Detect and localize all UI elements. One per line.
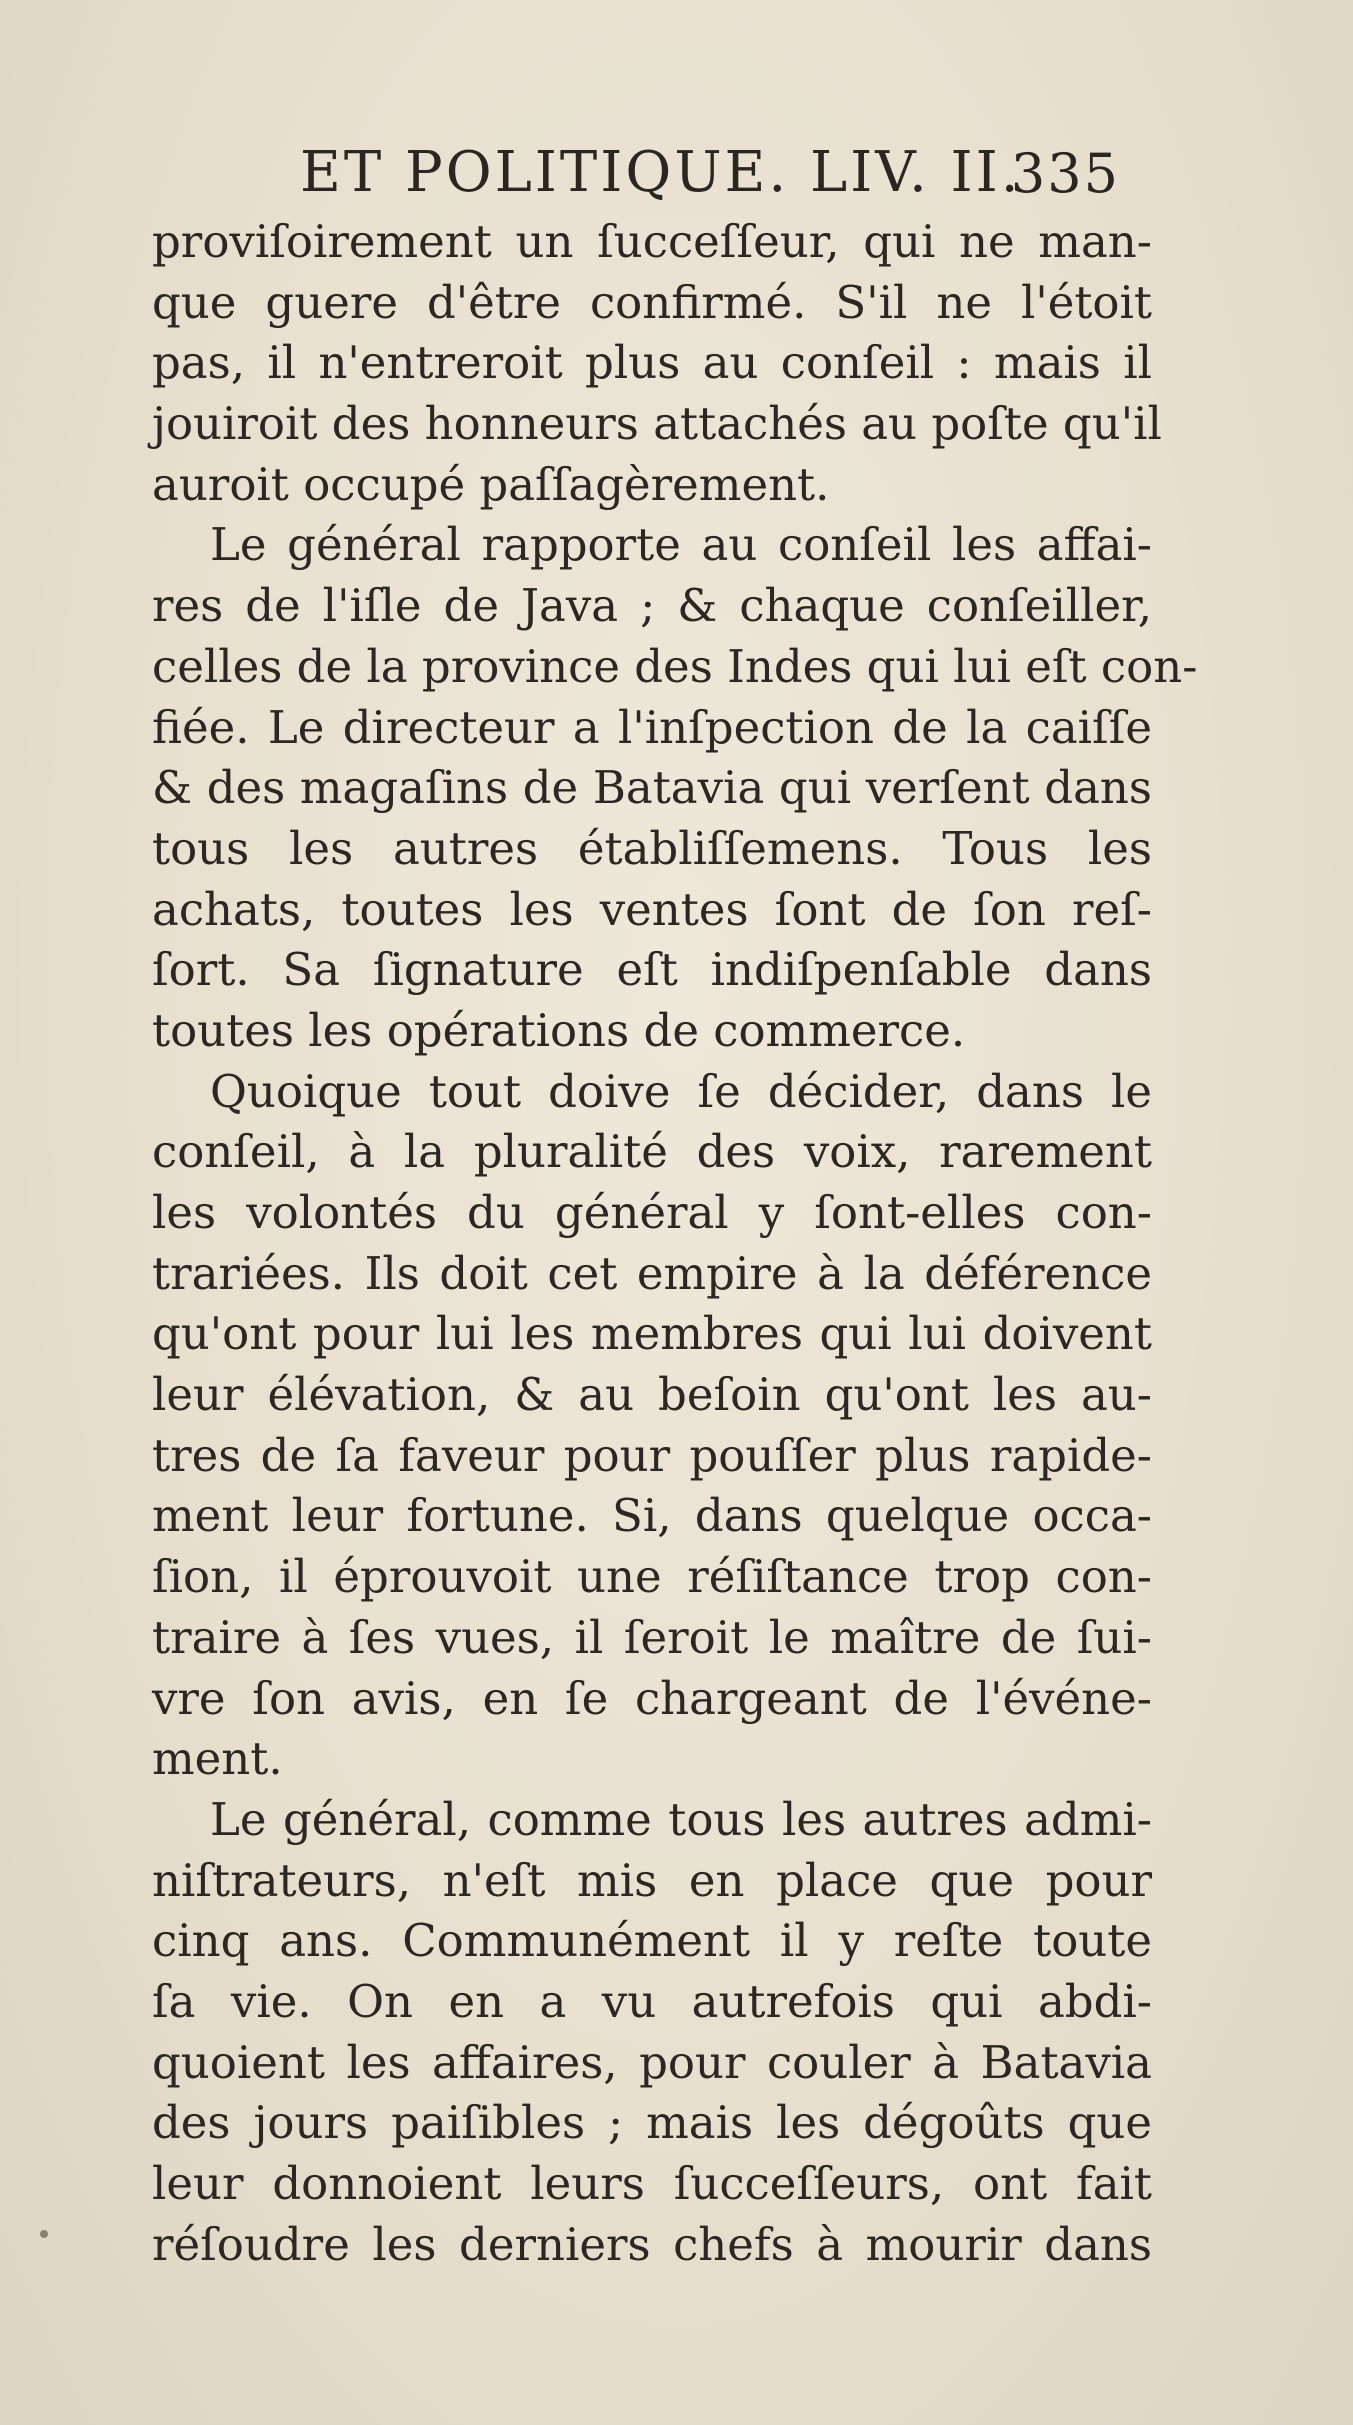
text-line: ſort. Sa ſignature eſt indiſpenſable dans (152, 943, 1152, 997)
text-line: ment leur fortune. Si, dans quelque occa- (152, 1489, 1152, 1543)
text-line: celles de la province des Indes qui lui eſt con- (152, 639, 1198, 693)
text-line: réſoudre les derniers chefs à mourir dans (152, 2217, 1152, 2271)
text-line: & des magaſins de Batavia qui verſent dans (152, 761, 1152, 815)
text-line: toutes les opérations de commerce. (152, 1003, 966, 1057)
text-line: tous les autres établiſſemens. Tous les (152, 821, 1152, 875)
text-line: ment. (152, 1732, 283, 1786)
text-line: quoient les affaires, pour couler à Batavia (152, 2035, 1152, 2089)
text-line: des jours paiſibles ; mais les dégoûts que (152, 2096, 1152, 2150)
text-line: pas, il n'entreroit plus au conſeil : mais il (152, 336, 1152, 390)
text-line: ſa vie. On en a vu autrefois qui abdi- (152, 1974, 1152, 2028)
text-line: ſion, il éprouvoit une réſiſtance trop con- (152, 1550, 1152, 1604)
text-line: auroit occupé paſſagèrement. (152, 457, 830, 511)
text-line: fiée. Le directeur a l'inſpection de la caiſſe (152, 700, 1152, 754)
text-line: proviſoirement un ſucceſſeur, qui ne man- (152, 215, 1152, 268)
body-text (152, 212, 1198, 2275)
page-header (300, 140, 1120, 220)
text-line: cinq ans. Communément il y reſte toute (152, 1914, 1152, 1968)
paragraph-start: Le général, comme tous les autres admi- (210, 1792, 1152, 1846)
text-line: trariées. Ils doit cet empire à la déférence (152, 1246, 1152, 1300)
paragraph-start: Quoique tout doive ſe décider, dans le (210, 1064, 1152, 1118)
text-line: tres de ſa faveur pour pouſſer plus rapide- (152, 1428, 1152, 1482)
running-head: ET POLITIQUE. LIV. II. (300, 140, 1022, 205)
text-line: que guere d'être confirmé. S'il ne l'étoit (152, 275, 1152, 329)
ink-speck (40, 2230, 48, 2238)
text-line: niſtrateurs, n'eſt mis en place que pour (152, 1853, 1152, 1907)
text-line: achats, toutes les ventes ſont de ſon reſ- (152, 882, 1152, 936)
text-line: conſeil, à la pluralité des voix, rarement (152, 1125, 1152, 1179)
text-line: leur élévation, & au beſoin qu'ont les au- (152, 1368, 1152, 1422)
page-number: 335 (1010, 142, 1120, 205)
paragraph-start: Le général rapporte au conſeil les affai- (210, 518, 1152, 572)
text-line: res de l'iſle de Java ; & chaque conſeiller, (152, 579, 1152, 633)
text-line: leur donnoient leurs ſucceſſeurs, ont fait (152, 2157, 1152, 2210)
text-line: qu'ont pour lui les membres qui lui doivent (152, 1307, 1152, 1361)
text-line: vre ſon avis, en ſe chargeant de l'événe- (152, 1671, 1152, 1725)
text-line: les volontés du général y ſont-elles con- (152, 1186, 1152, 1239)
text-line: traire à ſes vues, il ſeroit le maître de ſui- (152, 1610, 1152, 1664)
text-line: jouiroit des honneurs attachés au poſte qu'il (152, 397, 1162, 451)
